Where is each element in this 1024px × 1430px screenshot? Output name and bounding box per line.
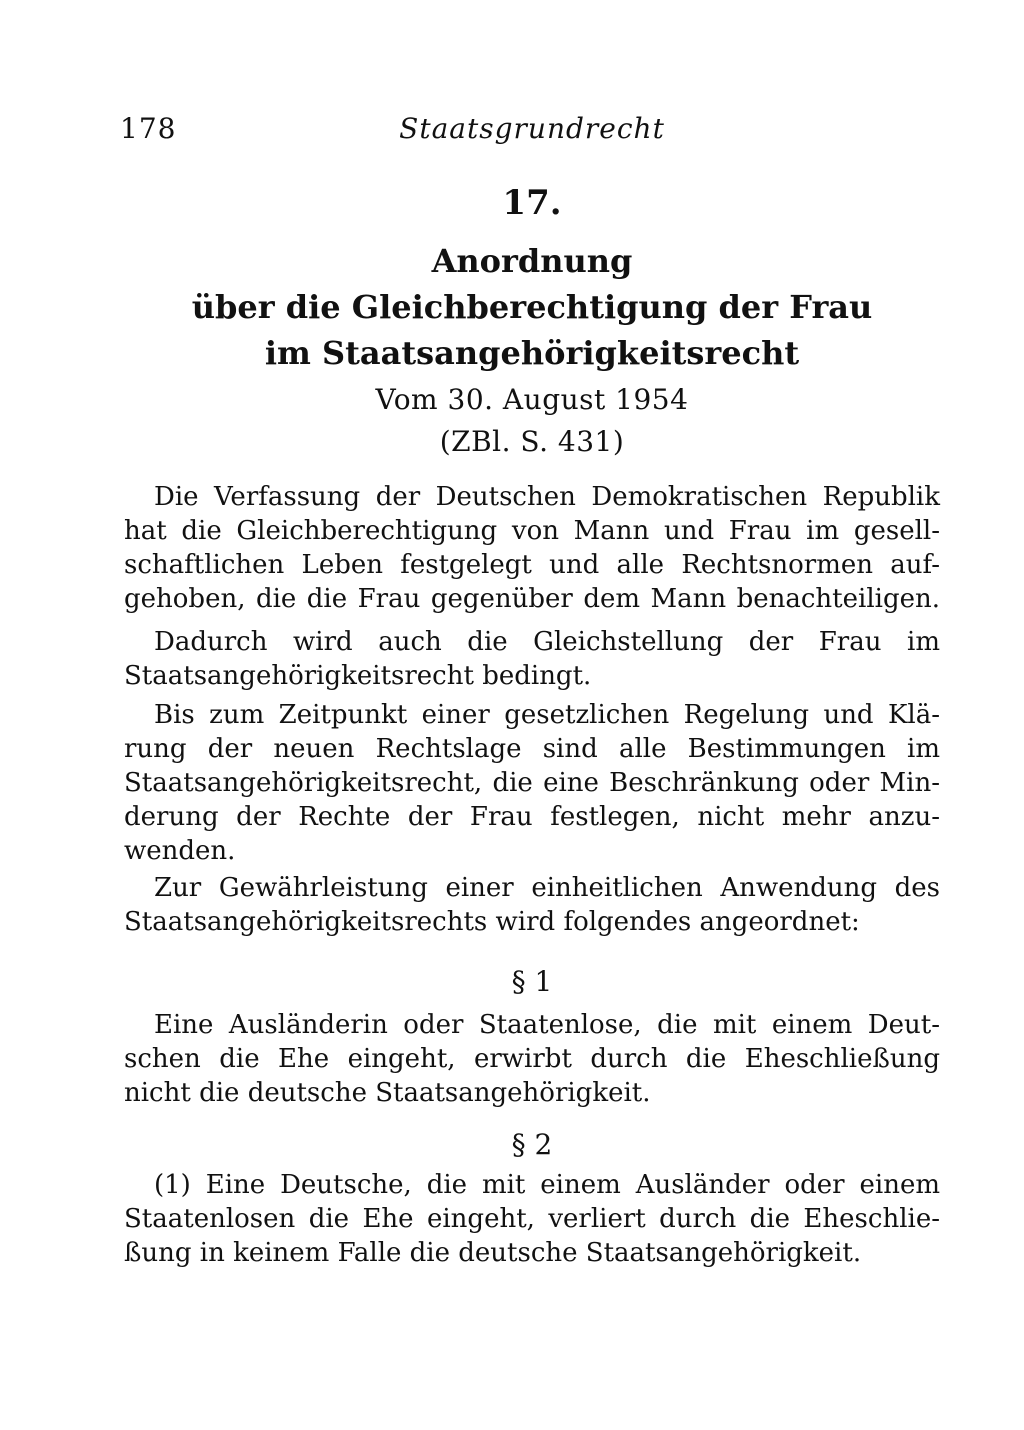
text-line: (1) Eine Deutsche, die mit einem Ausländer oder einem (154, 1170, 940, 1200)
text-line: Staatsangehörigkeitsrechts wird folgendes angeordnet: (124, 907, 860, 937)
document-source: (ZBl. S. 431) (439, 425, 625, 458)
text-line: wenden. (124, 836, 236, 866)
title-line: über die Gleichberechtigung der Frau (191, 288, 873, 326)
title-line: Anordnung (431, 242, 633, 280)
preamble-paragraph-2 (124, 625, 940, 693)
text-line: rung der neuen Rechtslage sind alle Bestimmungen im (124, 734, 940, 764)
text-line: Die Verfassung der Deutschen Demokratischen Republik (154, 482, 940, 512)
preamble-paragraph-1 (124, 480, 940, 616)
text-line: Zur Gewährleistung einer einheitlichen Anwendung des (154, 873, 940, 903)
running-title: Staatsgrundrecht (399, 112, 665, 145)
preamble-paragraph-4 (124, 871, 940, 939)
text-line: Eine Ausländerin oder Staatenlose, die mit einem Deut- (154, 1010, 940, 1040)
section-1-text (124, 1008, 940, 1110)
document-date: Vom 30. August 1954 (375, 383, 689, 416)
text-line: nicht die deutsche Staatsangehörigkeit. (124, 1078, 651, 1108)
text-line: ßung in keinem Falle die deutsche Staatsangehörigkeit. (124, 1238, 862, 1268)
document-number: 17. (502, 183, 562, 223)
text-line: Dadurch wird auch die Gleichstellung der Frau im (154, 627, 940, 657)
preamble-paragraph-3 (124, 698, 940, 868)
text-line: schen die Ehe eingeht, erwirbt durch die Eheschließung (124, 1044, 940, 1074)
section-2-text (124, 1168, 940, 1270)
text-line: hat die Gleichberechtigung von Mann und Frau im gesell- (124, 516, 940, 546)
text-line: Staatenlosen die Ehe eingeht, verliert durch die Eheschlie- (124, 1204, 940, 1234)
section-2-heading: § 2 (511, 1128, 553, 1161)
title-line: im Staatsangehörigkeitsrecht (264, 334, 800, 372)
text-line: Staatsangehörigkeitsrecht, die eine Beschränkung oder Min- (124, 768, 940, 798)
section-1-heading: § 1 (511, 965, 553, 998)
text-line: Staatsangehörigkeitsrecht bedingt. (124, 661, 592, 691)
text-line: Bis zum Zeitpunkt einer gesetzlichen Regelung und Klä- (154, 700, 940, 730)
document-title (0, 238, 1024, 376)
text-line: schaftlichen Leben festgelegt und alle Rechtsnormen auf- (124, 550, 940, 580)
text-line: gehoben, die die Frau gegenüber dem Mann benachteiligen. (124, 584, 940, 614)
page-number: 178 (120, 112, 177, 145)
text-line: derung der Rechte der Frau festlegen, nicht mehr anzu- (124, 802, 940, 832)
